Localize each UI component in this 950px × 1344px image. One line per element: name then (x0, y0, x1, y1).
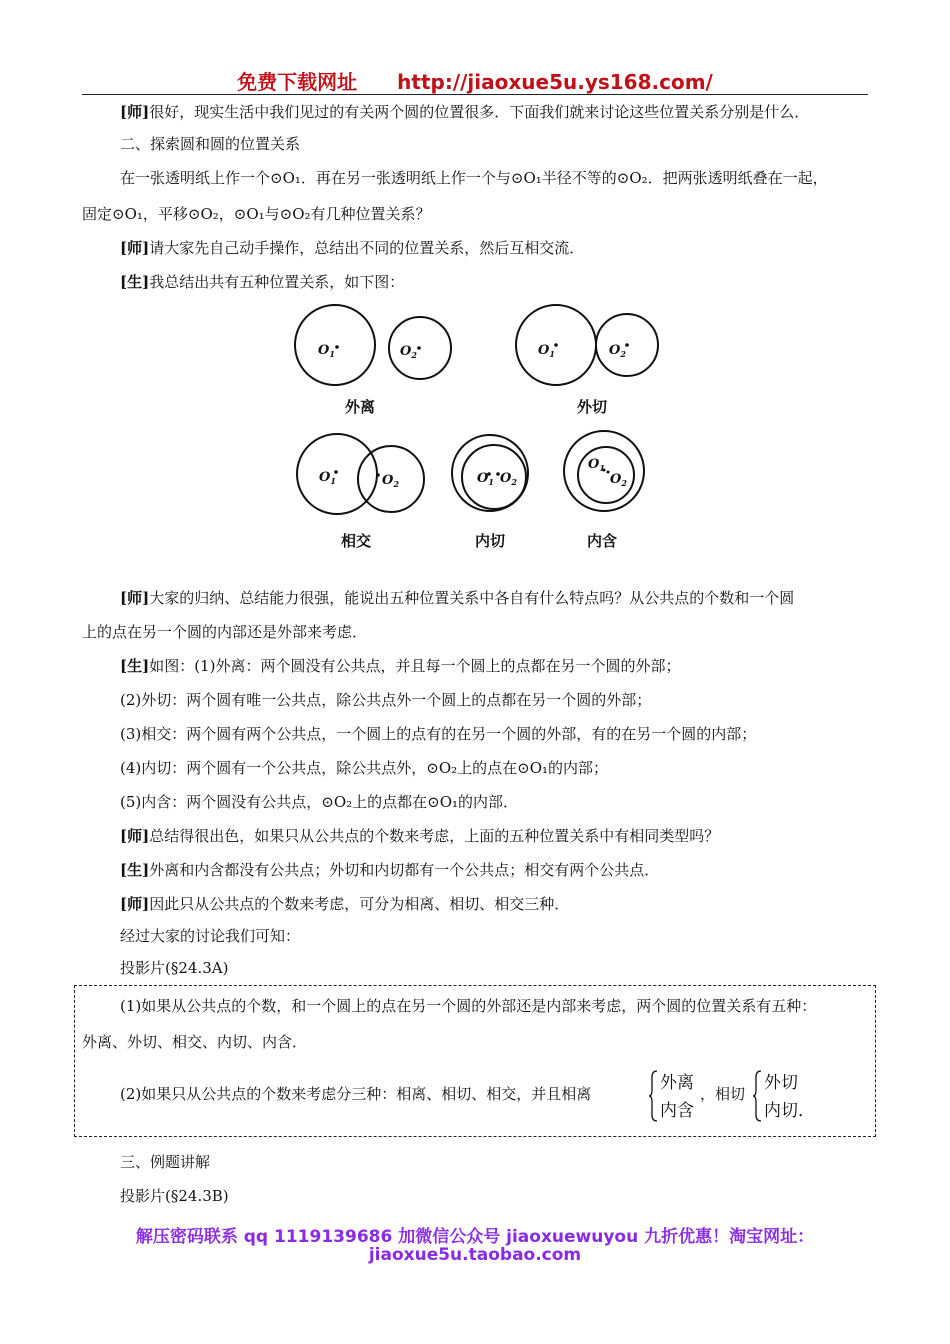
header-url[interactable]: http://jiaoxue5u.ys168.com/ (397, 70, 713, 94)
brace-item: 外离 (660, 1073, 694, 1093)
paragraph (120, 588, 794, 608)
contain-circle-2 (578, 447, 634, 503)
paragraph (120, 860, 659, 880)
summary-line: (2)如果只从公共点的个数来考虑分三种：相离、相切、相交，并且相离 (120, 1085, 592, 1103)
left-brace-icon (648, 1070, 658, 1122)
paragraph (120, 102, 809, 122)
speaker-label: [师] (120, 589, 150, 607)
svg-text:O2: $O_2$ (382, 473, 399, 489)
summary-line: 外离、外切、相交、内切、内含． (82, 1033, 308, 1051)
label-contain: 内含 (586, 532, 618, 550)
svg-text:O2: $O_2$ (400, 344, 417, 360)
brace-item: 内含 (660, 1101, 694, 1121)
svg-text:O1: $O_1$ (319, 470, 336, 486)
footer-link[interactable]: jiaoxue5u.taobao.com (368, 1245, 582, 1265)
paragraph-text: 我总结出共有五种位置关系，如下图： (149, 273, 405, 291)
paragraph: 在一张透明纸上作一个⊙O₁．再在另一张透明纸上作一个与⊙O₁半径不等的⊙O₂．把两张透明纸叠在一起， (120, 169, 828, 187)
svg-text:O2: $O_2$ (500, 471, 517, 487)
brace-item: 外切 (764, 1073, 798, 1093)
paragraph: 经过大家的讨论我们可知： (120, 927, 301, 945)
paragraph (120, 826, 719, 846)
paragraph: 上的点在另一个圆的内部还是外部来考虑． (82, 623, 368, 641)
svg-text:O2: $O_2$ (610, 472, 627, 488)
section-heading: 二、探索圆和圆的位置关系 (120, 135, 301, 153)
label-intersect: 相交 (340, 532, 372, 550)
paragraph-text: 如图：(1)外离：两个圆没有公共点，并且每一个圆上的点都在另一个圆的外部； (149, 657, 681, 675)
header-label: 免费下载网址 (237, 70, 358, 94)
paragraph: (5)内含：两个圆没有公共点，⊙O₂上的点都在⊙O₁的内部． (120, 793, 519, 811)
header (0, 66, 950, 95)
svg-text:O1: $O_1$ (477, 471, 494, 487)
paragraph (120, 894, 569, 914)
paragraph: 投影片(§24.3B) (120, 1187, 229, 1205)
svg-text:O1: $O_1$ (588, 457, 605, 473)
paragraph: (3)相交：两个圆有两个公共点，一个圆上的点有的在另一个圆的外部，有的在另一个圆的内部； (120, 725, 757, 743)
paragraph (120, 272, 404, 292)
circle-positions-figure (290, 300, 670, 562)
paragraph (120, 656, 680, 676)
paragraph-text: 大家的归纳、总结能力很强，能说出五种位置关系中各自有什么特点吗？从公共点的个数和一个圆 (149, 589, 795, 607)
speaker-label: [师] (120, 239, 150, 257)
intersect-circle-1 (297, 434, 377, 514)
paragraph: (4)内切：两个圆有一个公共点，除公共点外，⊙O₂上的点在⊙O₁的内部； (120, 759, 609, 777)
speaker-label: [师] (120, 895, 150, 913)
speaker-label: [生] (120, 273, 150, 291)
brace-item: 内切． (764, 1101, 815, 1121)
speaker-label: [师] (120, 103, 150, 121)
label-internal-tangent: 内切 (474, 532, 506, 550)
label-external-tangent: 外切 (576, 398, 608, 416)
svg-text:O1: $O_1$ (318, 343, 335, 359)
speaker-label: [生] (120, 861, 150, 879)
footer-line: 解压密码联系 qq 1119139686 加微信公众号 jiaoxuewuyou 九折优惠！淘宝网址： (135, 1227, 815, 1247)
header-rule (82, 94, 868, 95)
svg-text:O1: $O_1$ (538, 343, 555, 359)
separate-circle-1 (295, 305, 375, 385)
paragraph-text: 外离和内含都没有公共点；外切和内切都有一个公共点；相交有两个公共点． (149, 861, 660, 879)
paragraph-text: 很好，现实生活中我们见过的有关两个圆的位置很多．下面我们就来讨论这些位置关系分别是什么． (149, 103, 810, 121)
left-brace-icon (752, 1070, 762, 1122)
summary-mid: ，相切 (700, 1085, 746, 1103)
paragraph-text: 因此只从公共点的个数来考虑，可分为相离、相切、相交三种． (149, 895, 570, 913)
paragraph: (2)外切：两个圆有唯一公共点，除公共点外一个圆上的点都在另一个圆的外部； (120, 691, 652, 709)
paragraph-text: 请大家先自己动手操作，总结出不同的位置关系，然后互相交流． (149, 239, 585, 257)
paragraph: 投影片(§24.3A) (120, 959, 229, 977)
speaker-label: [生] (120, 657, 150, 675)
paragraph: 固定⊙O₁，平移⊙O₂，⊙O₁与⊙O₂有几种位置关系？ (82, 205, 431, 223)
speaker-label: [师] (120, 827, 150, 845)
svg-text:O2: $O_2$ (609, 343, 626, 359)
label-separate: 外离 (344, 398, 376, 416)
paragraph-text: 总结得很出色，如果只从公共点的个数来考虑，上面的五种位置关系中有相同类型吗？ (149, 827, 720, 845)
paragraph (120, 238, 584, 258)
summary-line: (1)如果从公共点的个数，和一个圆上的点在另一个圆的外部还是内部来考虑，两个圆的位置关系有五种： (120, 997, 817, 1015)
section-heading: 三、例题讲解 (120, 1153, 211, 1171)
